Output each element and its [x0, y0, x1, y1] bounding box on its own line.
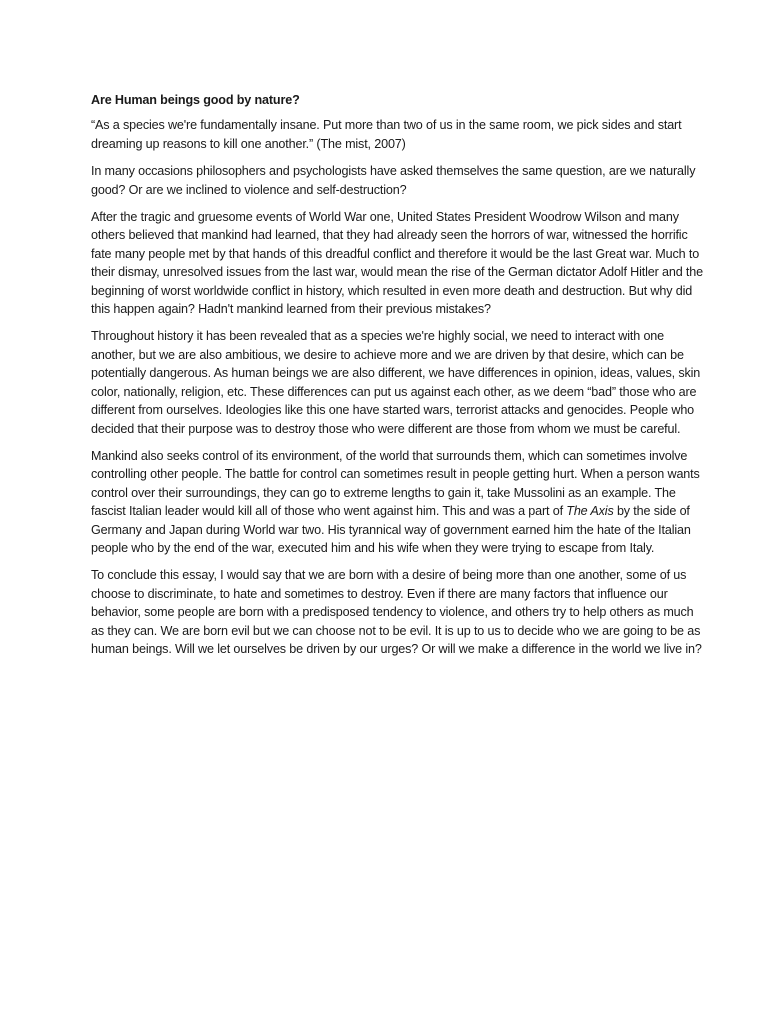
the-axis-emphasis: The Axis: [566, 504, 614, 519]
world-war-paragraph: After the tragic and gruesome events of World War one, United States President Woodrow Wilson and many others believed that mankind had learned, that they had already seen the horrors of war, witnessed the horrific fate many people met by that hands of this dreadful conflict and therefore it would be the last Great war. Much to their dismay, unresolved issues from the last war, would mean the rise of the German dictator Adolf Hitler and the beginning of worst worldwide conflict in history, which resulted in even more death and destruction. But why did this happen again? Hadn't mankind learned from their previous mistakes?: [91, 210, 703, 317]
control-paragraph-text-2: by the side of Germany and Japan during World war two. His tyrannical way of government earned him the hate of the Italian people who by the end of the war, executed him and his wife when they were trying to escape from Italy.: [91, 504, 691, 555]
control-paragraph: [91, 447, 704, 557]
essay-title: Are Human beings good by nature?: [91, 93, 300, 107]
control-paragraph-text-1: Mankind also seeks control of its environment, of the world that surrounds them, which can sometimes involve controlling other people. The battle for control can sometimes result in people getting hurt. When a person wants control over their surroundings, they can go to extreme lengths to gain it, take Mussolini as an example. The fascist Italian leader would kill all of those who went against him. This and was a part of: [91, 448, 700, 519]
intro-paragraph: In many occasions philosophers and psychologists have asked themselves the same question, are we naturally good? Or are we inclined to violence and self-destruction?: [91, 164, 696, 197]
opening-quote: “As a species we're fundamentally insane. Put more than two of us in the same room, we pick sides and start dreaming up reasons to kill one another.” (The mist, 2007): [91, 118, 682, 151]
human-nature-paragraph: Throughout history it has been revealed that as a species we're highly social, we need to interact with one another, but we are also ambitious, we desire to achieve more and we are driven by that desire, which can be potentially dangerous. As human beings we are also different, we have differences in opinion, ideas, values, skin color, nationally, religion, etc. These differences can put us against each other, as we deem “bad” those who are different from ourselves. Ideologies like this one have started wars, terrorist attacks and genocides. People who decided that their purpose was to destroy those who were different are those from whom we must be careful.: [91, 329, 701, 436]
conclusion-paragraph: To conclude this essay, I would say that we are born with a desire of being more than one another, some of us choose to discriminate, to hate and sometimes to destroy. Even if there are many factors that influence our behavior, some people are born with a predisposed tendency to violence, and others try to help others as much as they can. We are born evil but we can choose not to be evil. It is up to us to decide who we are going to be as human beings. Will we let ourselves be driven by our urges? Or will we make a difference in the world we live in?: [91, 568, 702, 656]
